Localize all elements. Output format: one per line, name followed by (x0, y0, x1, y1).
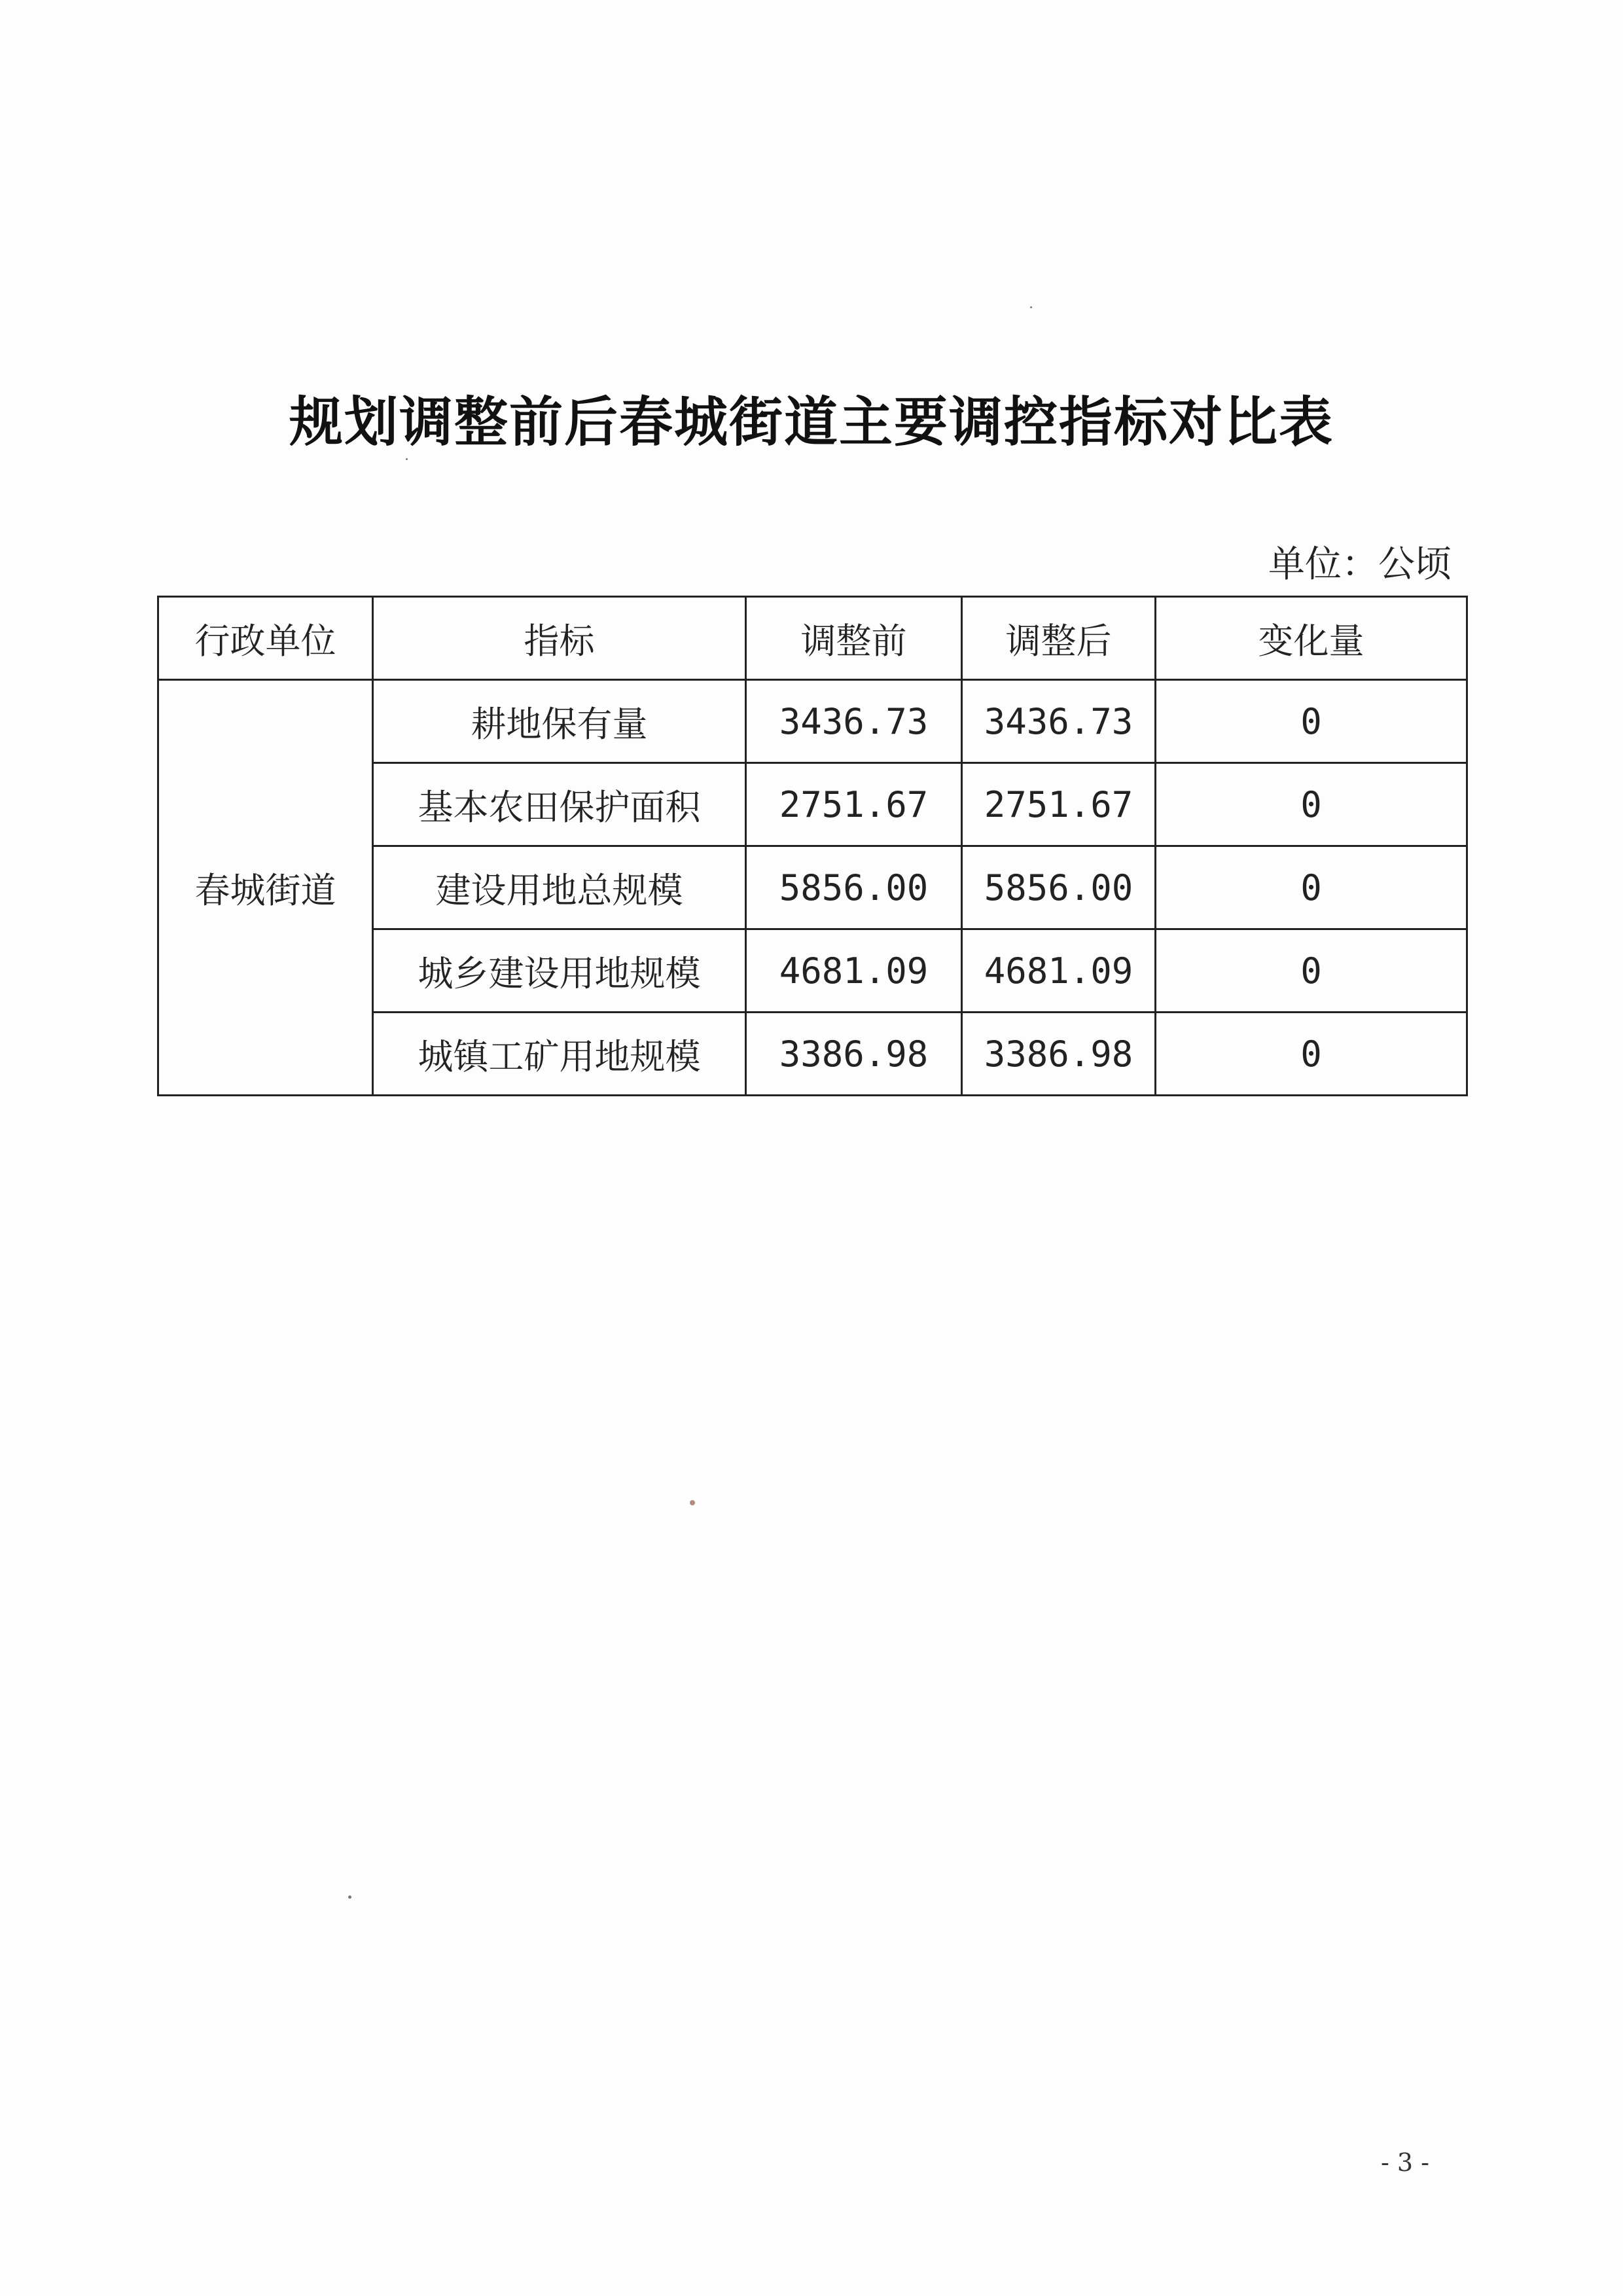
before-value-cell: 3386.98 (746, 1013, 962, 1096)
change-value-cell: 0 (1156, 929, 1467, 1013)
scan-speck (1030, 306, 1032, 308)
after-value-cell: 3386.98 (962, 1013, 1156, 1096)
header-before: 调整前 (746, 597, 962, 680)
header-change: 变化量 (1156, 597, 1467, 680)
indicator-cell: 城镇工矿用地规模 (373, 1013, 746, 1096)
page-number: - 3 - (1381, 2148, 1430, 2177)
after-value-cell: 2751.67 (962, 763, 1156, 846)
header-after: 调整后 (962, 597, 1156, 680)
indicator-cell: 耕地保有量 (373, 680, 746, 763)
change-value-cell: 0 (1156, 763, 1467, 846)
scan-speck (690, 1500, 695, 1505)
indicator-comparison-table (157, 596, 1468, 1096)
table-row (158, 680, 1467, 763)
indicator-cell: 建设用地总规模 (373, 846, 746, 929)
scan-speck (348, 1895, 351, 1899)
region-cell: 春城街道 (158, 680, 373, 1096)
unit-label: 单位：公顷 (1268, 543, 1452, 586)
table-header-row (158, 597, 1467, 680)
change-value-cell: 0 (1156, 680, 1467, 763)
before-value-cell: 3436.73 (746, 680, 962, 763)
header-indicator: 指标 (373, 597, 746, 680)
before-value-cell: 4681.09 (746, 929, 962, 1013)
change-value-cell: 0 (1156, 1013, 1467, 1096)
before-value-cell: 5856.00 (746, 846, 962, 929)
after-value-cell: 3436.73 (962, 680, 1156, 763)
change-value-cell: 0 (1156, 846, 1467, 929)
indicator-cell: 基本农田保护面积 (373, 763, 746, 846)
before-value-cell: 2751.67 (746, 763, 962, 846)
header-admin-unit: 行政单位 (158, 597, 373, 680)
after-value-cell: 5856.00 (962, 846, 1156, 929)
after-value-cell: 4681.09 (962, 929, 1156, 1013)
indicator-cell: 城乡建设用地规模 (373, 929, 746, 1013)
scan-speck (406, 458, 408, 460)
document-title: 规划调整前后春城街道主要调控指标对比表 (289, 391, 1334, 454)
